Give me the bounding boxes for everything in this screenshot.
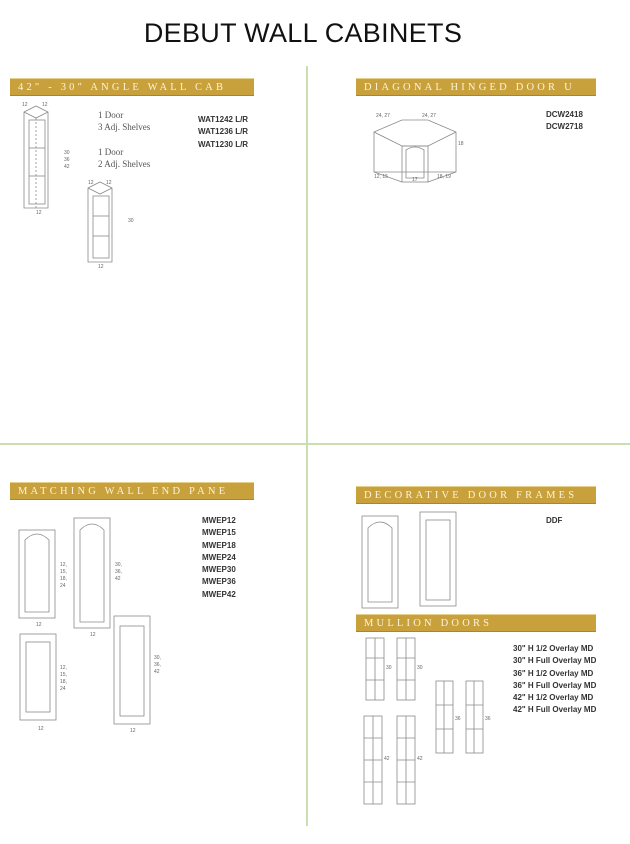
angle-wall-desc-b-line1: 1 Door [98, 147, 124, 157]
dim-label: 12, 15 [374, 174, 388, 180]
dim-label: 12 [90, 632, 96, 638]
decorative-band: DECORATIVE DOOR FRAMES [356, 486, 596, 504]
end-panel-b-drawing [74, 518, 110, 628]
dim-label: 12 [88, 180, 94, 186]
dim-label: 12 [106, 180, 112, 186]
dim-label: 42 [115, 576, 121, 582]
mullion-door-30-b [397, 638, 415, 700]
dim-label: 18, [60, 679, 67, 685]
end-panel-code: MWEP30 [202, 565, 236, 575]
dim-label: 15, [60, 569, 67, 575]
mullion-door-36-b [466, 681, 483, 753]
angle-wall-code: WAT1236 L/R [198, 127, 249, 137]
dim-label: 18, [60, 576, 67, 582]
end-panel-code: MWEP42 [202, 589, 236, 599]
mullion-code: 36" H Full Overlay MD [513, 680, 597, 690]
dim-label: 36, [115, 569, 122, 575]
mullion-door-42-b [397, 716, 415, 804]
mullion-door-36-a [436, 681, 453, 753]
angle-wall-short-drawing [88, 182, 112, 262]
dim-label: 42 [417, 756, 423, 762]
dim-label: 30, [154, 655, 161, 661]
mullion-code: 30" H 1/2 Overlay MD [513, 644, 594, 653]
mullion-door-42-a [364, 716, 382, 804]
mullion-door-30-a [366, 638, 384, 700]
end-panel-d-drawing [114, 616, 150, 724]
dim-label: 12, [60, 665, 67, 671]
angle-wall-desc-a-line2: 3 Adj. Shelves [98, 122, 151, 132]
angle-wall-desc-b-line2: 2 Adj. Shelves [98, 159, 151, 169]
diagonal-code: DCW2418 [546, 110, 583, 119]
dim-label: 24, 27 [422, 113, 436, 119]
dim-label: 30 [128, 218, 134, 224]
angle-wall-band: 42" - 30" ANGLE WALL CAB [10, 78, 254, 96]
dim-label: 12 [38, 726, 44, 732]
page-title: DEBUT WALL CABINETS [143, 18, 463, 48]
dim-label: 30 [417, 665, 423, 671]
mullion-code: 42" H Full Overlay MD [513, 705, 597, 715]
mullion-code: 30" H Full Overlay MD [513, 656, 597, 666]
dim-label: 36 [455, 716, 461, 722]
end-panel-band: MATCHING WALL END PANE [10, 482, 254, 500]
end-panel-c-drawing [20, 634, 56, 720]
diagonal-cabinet-drawing [374, 120, 456, 182]
angle-wall-code: WAT1242 L/R [198, 115, 249, 124]
dim-label: 17 [412, 177, 418, 183]
mullion-code: 42" H 1/2 Overlay MD [513, 693, 594, 703]
end-panel-code: MWEP36 [202, 577, 236, 587]
dim-label: 12 [130, 728, 136, 734]
mullion-band: MULLION DOORS [356, 614, 596, 632]
dim-label: 30 [64, 150, 70, 156]
dim-label: 12 [36, 210, 42, 216]
end-panel-code: MWEP18 [202, 540, 236, 550]
dim-label: 36 [485, 716, 491, 722]
end-panel-code: MWEP24 [202, 552, 236, 562]
dim-label: 24, 27 [376, 113, 390, 119]
diagonal-code: DCW2718 [546, 122, 583, 132]
angle-wall-tall-drawing [24, 106, 48, 208]
decorative-code: DDF [546, 516, 563, 525]
decorative-frame-arched-drawing [362, 516, 398, 608]
dim-label: 12 [36, 622, 42, 628]
decorative-frame-square-drawing [420, 512, 456, 606]
dim-label: 30, [115, 562, 122, 568]
dim-label: 30 [386, 665, 392, 671]
dim-label: 15, [60, 672, 67, 678]
dim-label: 24 [60, 583, 66, 589]
dim-label: 36, [154, 662, 161, 668]
dim-label: 12 [98, 264, 104, 270]
dim-label: 42 [384, 756, 390, 762]
angle-wall-code: WAT1230 L/R [198, 139, 249, 149]
dim-label: 12, [60, 562, 67, 568]
dim-label: 12 [22, 102, 28, 108]
dim-label: 18, 19 [437, 174, 451, 180]
dim-label: 42 [154, 669, 160, 675]
dim-label: 12 [42, 102, 48, 108]
end-panel-code: MWEP15 [202, 528, 236, 538]
dim-label: 18 [458, 141, 464, 147]
dim-label: 24 [60, 686, 66, 692]
mullion-code: 36" H 1/2 Overlay MD [513, 668, 594, 678]
end-panel-a-drawing [19, 530, 55, 618]
diagonal-band: DIAGONAL HINGED DOOR U [356, 78, 596, 96]
angle-wall-desc-a-line1: 1 Door [98, 110, 124, 120]
dim-label: 42 [64, 164, 70, 170]
dim-label: 36 [64, 157, 70, 163]
end-panel-code: MWEP12 [202, 516, 236, 525]
